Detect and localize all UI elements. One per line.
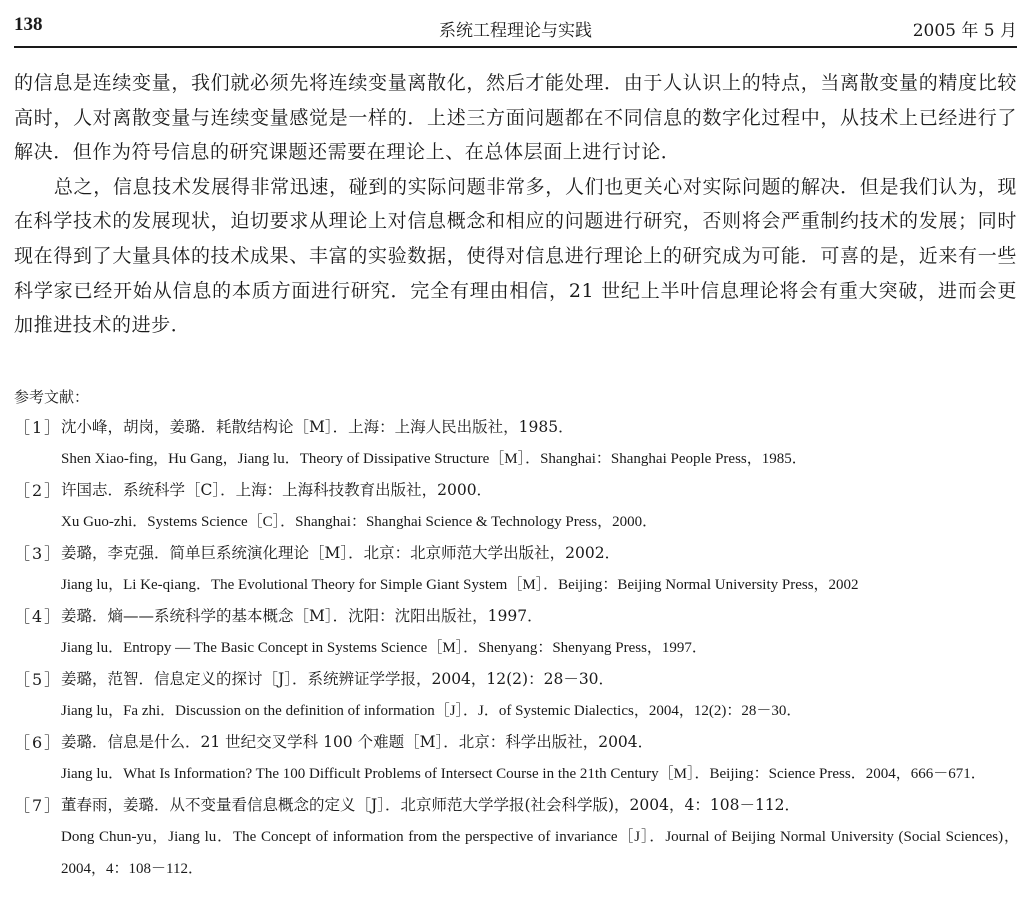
reference-chinese: 许国志．系统科学［C］．上海：上海科技教育出版社，2000． xyxy=(61,481,493,499)
reference-english: Shen Xiao-fing，Hu Gang，Jiang lu．Theory of Dissipative Structure［M］．Shanghai：Shanghai People Press，1985． xyxy=(61,451,807,467)
reference-english: Dong Chun-yu，Jiang lu．The Concept of information from the perspective of invariance［J］．Journal of Beijing Normal University (Social Sciences)，2004，4：108－112． xyxy=(61,829,1019,877)
reference-item xyxy=(14,601,1019,664)
reference-english: Xu Guo-zhi．Systems Science［C］．Shanghai：Shanghai Science & Technology Press，2000． xyxy=(61,514,658,530)
reference-chinese: 董春雨，姜璐．从不变量看信息概念的定义［J］．北京师范大学学报(社会科学版)，2004，4：108－112． xyxy=(61,796,801,814)
reference-item xyxy=(14,475,1019,538)
reference-number: ［4］ xyxy=(14,607,63,626)
reference-number: ［6］ xyxy=(14,733,63,752)
reference-number: ［7］ xyxy=(14,796,63,815)
page-header xyxy=(14,12,1017,48)
reference-item xyxy=(14,538,1019,601)
reference-chinese: 姜璐．信息是什么．21 世纪交叉学科 100 个难题［M］．北京：科学出版社，2004． xyxy=(61,733,654,751)
reference-chinese: 姜璐．熵——系统科学的基本概念［M］．沈阳：沈阳出版社，1997． xyxy=(61,607,543,625)
reference-english: Jiang lu，Li Ke-qiang．The Evolutional Theory for Simple Giant System［M］．Beijing：Beijing Normal University Press，2002 xyxy=(61,577,859,593)
reference-english: Jiang lu．What Is Information? The 100 Difficult Problems of Intersect Course in the 21th Century［M］．Beijing：Science Press．2004，666－671． xyxy=(61,766,986,782)
reference-number: ［2］ xyxy=(14,481,63,500)
reference-item xyxy=(14,664,1019,727)
issue-date: 2005 年 5 月 xyxy=(912,21,1017,41)
body-paragraph: 的信息是连续变量，我们就必须先将连续变量离散化，然后才能处理．由于人认识上的特点，当离散变量的精度比较高时，人对离散变量与连续变量感觉是一样的．上述三方面问题都在不同信息的数字化过程中，从技术上已经进行了解决．但作为符号信息的研究课题还需要在理论上、在总体层面上进行讨论． xyxy=(14,72,1017,164)
reference-item xyxy=(14,412,1019,475)
reference-item xyxy=(14,727,1019,790)
reference-number: ［1］ xyxy=(14,418,63,437)
references-list xyxy=(14,412,1019,885)
reference-item xyxy=(14,790,1019,885)
reference-english: Jiang lu，Fa zhi．Discussion on the definition of information［J］．J．of Systemic Dialectics，2004，12(2)：28－30． xyxy=(61,703,802,719)
reference-chinese: 姜璐，范智．信息定义的探讨［J］．系统辨证学学报，2004，12(2)：28－30． xyxy=(61,670,615,688)
reference-english: Jiang lu．Entropy — The Basic Concept in Systems Science［M］．Shenyang：Shenyang Press，1997． xyxy=(61,640,707,656)
page-number: 138 xyxy=(14,14,43,35)
reference-chinese: 沈小峰，胡岗，姜璐．耗散结构论［M］．上海：上海人民出版社，1985． xyxy=(61,418,574,436)
reference-number: ［5］ xyxy=(14,670,63,689)
body-text xyxy=(14,66,1017,343)
reference-number: ［3］ xyxy=(14,544,63,563)
references-heading: 参考文献： xyxy=(14,388,90,406)
body-paragraph: 总之，信息技术发展得非常迅速，碰到的实际问题非常多，人们也更关心对实际问题的解决．但是我们认为，现在科学技术的发展现状，迫切要求从理论上对信息概念和相应的问题进行研究，否则将会严重制约技术的发展；同时现在得到了大量具体的技术成果、丰富的实验数据，使得对信息进行理论上的研究成为可能．可喜的是，近来有一些科学家已经开始从信息的本质方面进行研究．完全有理由相信，21 世纪上半叶信息理论将会有重大突破，进而会更加推进技术的进步． xyxy=(14,175,1017,337)
journal-title: 系统工程理论与实践 xyxy=(439,21,592,41)
reference-chinese: 姜璐，李克强．简单巨系统演化理论［M］．北京：北京师范大学出版社，2002． xyxy=(61,544,621,562)
